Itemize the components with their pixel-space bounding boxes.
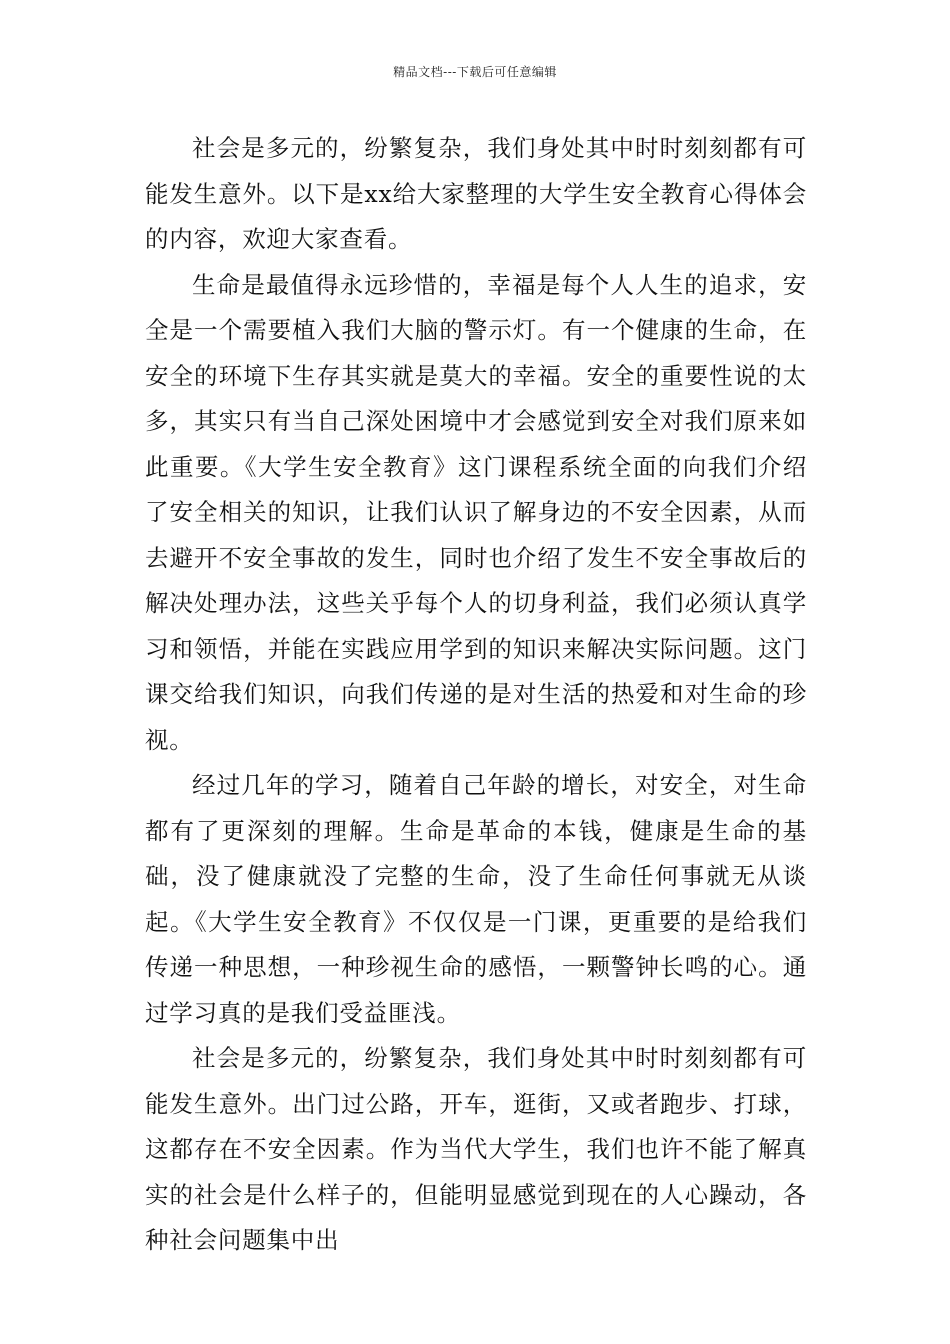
document-body [145,126,807,1264]
paragraph-learning-reflection: 经过几年的学习，随着自己年龄的增长，对安全，对生命都有了更深刻的理解。生命是革命的本钱，健康是生命的基础，没了健康就没了完整的生命，没了生命任何事就无从谈起。《大学生安全教育》不仅仅是一门课，更重要的是给我们传递一种思想，一种珍视生命的感悟，一颗警钟长鸣的心。通过学习真的是我们受益匪浅。 [145,771,807,1027]
page-header: 精品文档---下载后可任意编辑 [393,65,557,79]
paragraph-society-risks: 社会是多元的，纷繁复杂，我们身处其中时时刻刻都有可能发生意外。出门过公路，开车，逛街，又或者跑步、打球，这都存在不安全因素。作为当代大学生，我们也许不能了解真实的社会是什么样子的，但能明显感觉到现在的人心躁动，各种社会问题集中出 [145,1044,807,1254]
paragraph-intro: 社会是多元的，纷繁复杂，我们身处其中时时刻刻都有可能发生意外。以下是xx给大家整理的大学生安全教育心得体会的内容，欢迎大家查看。 [145,134,807,253]
paragraph-value-of-life: 生命是最值得永远珍惜的，幸福是每个人人生的追求，安全是一个需要植入我们大脑的警示灯。有一个健康的生命，在安全的环境下生存其实就是莫大的幸福。安全的重要性说的太多，其实只有当自己深处困境中才会感觉到安全对我们原来如此重要。《大学生安全教育》这门课程系统全面的向我们介绍了安全相关的知识，让我们认识了解身边的不安全因素，从而去避开不安全事故的发生，同时也介绍了发生不安全事故后的解决处理办法，这些关乎每个人的切身利益，我们必须认真学习和领悟，并能在实践应用学到的知识来解决实际问题。这门课交给我们知识，向我们传递的是对生活的热爱和对生命的珍视。 [145,270,807,754]
